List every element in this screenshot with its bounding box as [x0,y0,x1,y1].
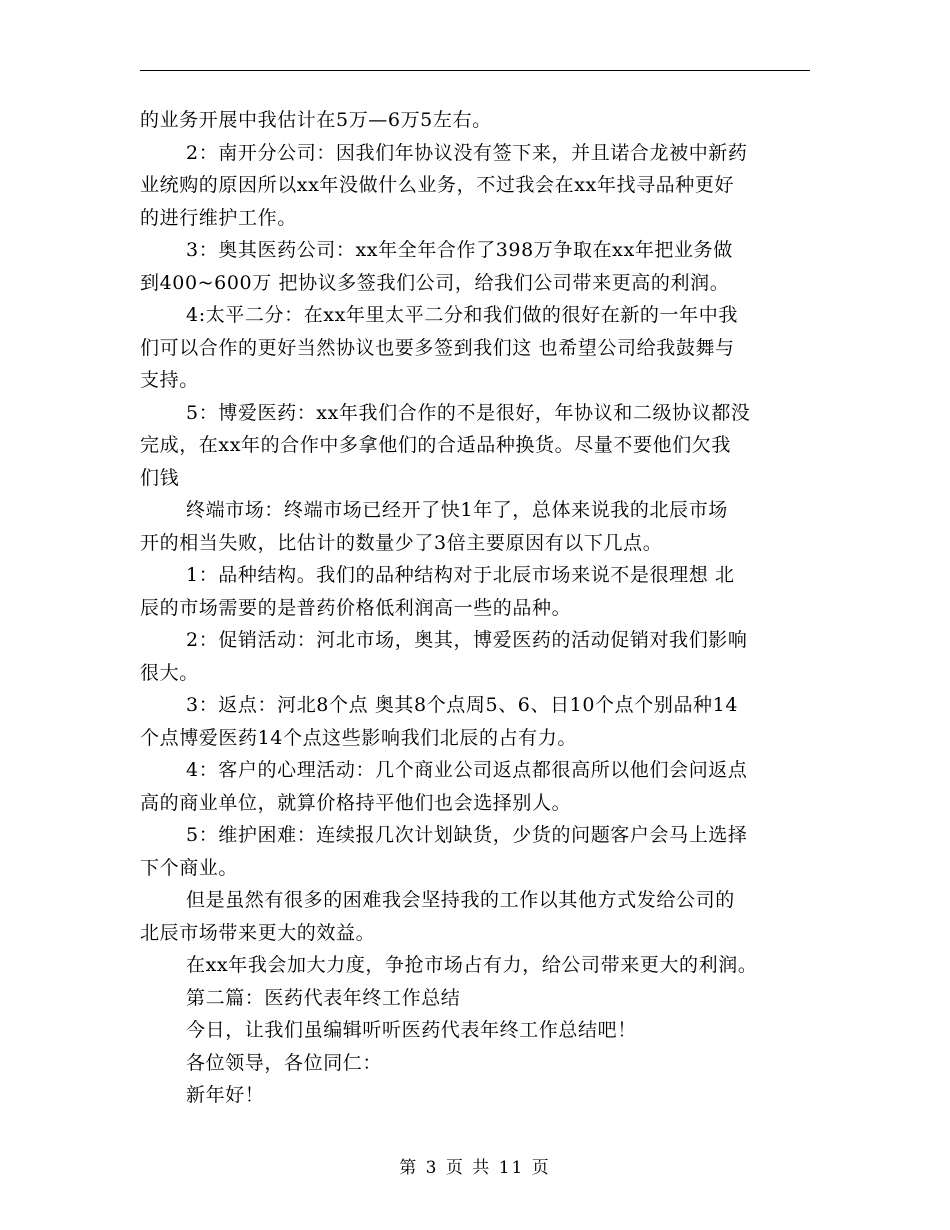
text-line: 个点博爱医药14个点这些影响我们北辰的占有力。 [140,726,577,749]
text-line: 5：维护困难：连续报几次计划缺货，少货的问题客户会马上选择 [186,824,748,846]
text-line: 今日，让我们虽编辑听听医药代表年终工作总结吧！ [186,1019,637,1041]
text-line: 在xx年我会加大力度，争抢市场占有力，给公司带来更大的利润。 [186,954,758,976]
text-line: 业统购的原因所以xx年没做什么业务，不过我会在xx年找寻品种更好 [140,174,735,196]
text-line: 完成，在xx年的合作中多拿他们的合适品种换货。尽量不要他们欠我 [140,434,732,456]
text-line: 下个商业。 [140,856,239,879]
text-line: 支持。 [140,369,199,391]
text-line: 终端市场：终端市场已经开了快1年了，总体来说我的北辰市场 [186,499,728,521]
text-line: 1：品种结构。我们的品种结构对于北辰市场来说不是很理想 北 [186,564,735,586]
text-line: 第二篇：医药代表年终工作总结 [186,986,461,1009]
text-line: 2：南开分公司：因我们年协议没有签下来，并且诺合龙被中新药 [186,141,748,164]
text-line: 新年好！ [186,1084,265,1106]
text-line: 3：返点：河北8个点 奥其8个点周5、6、日10个点个别品种14 [186,694,739,716]
text-line: 很大。 [140,661,199,684]
text-line: 辰的市场需要的是普药价格低利润高一些的品种。 [140,596,572,619]
page-number-footer: 第 3 页 共 11 页 [399,1158,551,1178]
text-line: 4:太平二分：在xx年里太平二分和我们做的很好在新的一年中我 [186,304,738,326]
text-line: 4：客户的心理活动：几个商业公司返点都很高所以他们会问返点 [186,759,748,781]
text-line: 到400~600万 把协议多签我们公司，给我们公司带来更高的利润。 [140,271,730,294]
document-body [140,104,820,1112]
text-line: 各位领导，各位同仁： [186,1051,383,1074]
text-line: 们钱 [140,466,180,489]
header-rule [140,70,810,71]
text-line: 3：奥其医药公司：xx年全年合作了398万争取在xx年把业务做 [186,239,733,261]
text-line: 高的商业单位，就算价格持平他们也会选择别人。 [140,791,572,814]
text-line: 们可以合作的更好当然协议也要多签到我们这 也希望公司给我鼓舞与 [140,336,735,359]
text-line: 2：促销活动：河北市场，奥其，博爱医药的活动促销对我们影响 [186,629,748,651]
text-line: 但是虽然有很多的困难我会坚持我的工作以其他方式发给公司的 [186,889,735,911]
text-line: 开的相当失败，比估计的数量少了3倍主要原因有以下几点。 [140,531,663,554]
text-line: 北辰市场带来更大的效益。 [140,921,376,944]
text-line: 的进行维护工作。 [140,206,297,229]
text-line: 5：博爱医药：xx年我们合作的不是很好，年协议和二级协议都没 [186,401,751,424]
text-line: 的业务开展中我估计在5万—6万5左右。 [140,109,492,131]
